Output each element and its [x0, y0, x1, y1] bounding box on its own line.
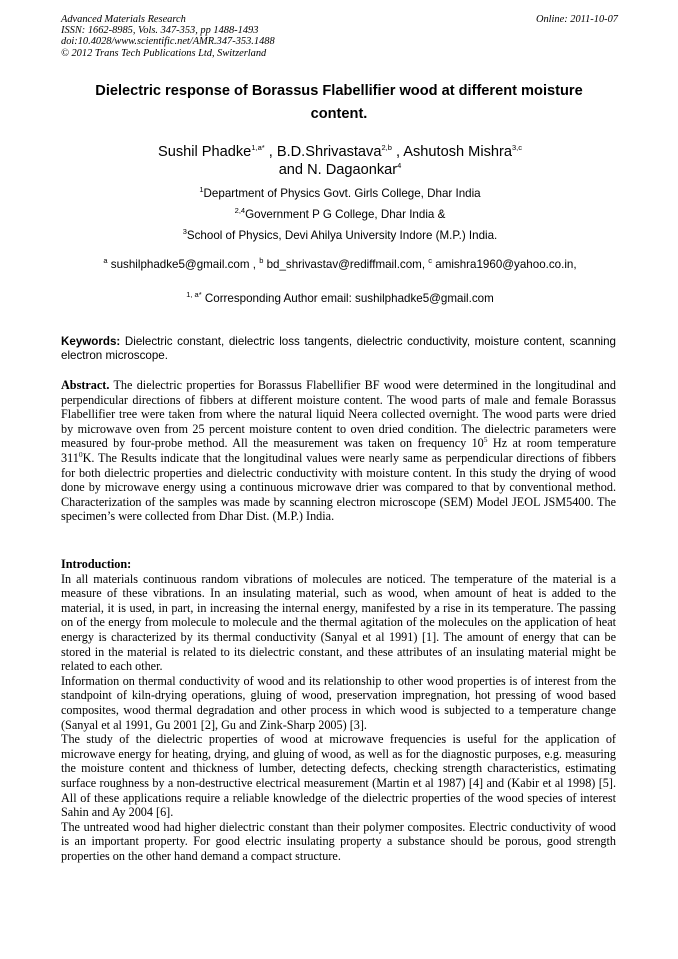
author-name: and N. Dagaonkar [278, 162, 398, 178]
author-name: Sushil Phadke [158, 144, 252, 160]
paper-title [50, 80, 628, 126]
author-name: , B.D.Shrivastava [264, 144, 382, 160]
paper-title-line2: content. [310, 106, 368, 122]
journal-issn: ISSN: 1662-8985, Vols. 347-353, pp 1488-1493 [61, 25, 259, 37]
author-superscript: 1,a* [251, 143, 265, 153]
introduction-heading: Introduction: [61, 557, 132, 571]
abstract-label: Abstract. [61, 378, 110, 392]
journal-doi: doi:10.4028/www.scientific.net/AMR.347-353.1488 [61, 36, 275, 48]
keywords-text: Dielectric constant, dielectric loss tangents, dielectric conductivity, moisture content, scanning electron microscope. [61, 335, 616, 362]
body-paragraph: The study of the dielectric properties of wood at microwave frequencies is useful for the application of microwave energy for heating, drying, and gluing of wood, as well as for the diagnostic purposes, e.g. measuring the moisture content and thickness of lumber, detecting defects, checking strength characteristics, estimating surface roughness by a non-destructive electrical measurement (Martin et al 1987) [4] and (Kabir et al 1998) [5]. All of these applications require a reliable knowledge of the dielectric properties of the wood species of interest Sahin and Ay 2004 [6]. [61, 732, 616, 820]
keywords-section [61, 335, 616, 363]
journal-header [61, 14, 618, 59]
author-emails: $^a$ sushilphadke5@gmail.com , $^b$ bd_shrivastav@rediffmail.com, $^c$ amishra1960@yahoo.co.in, [103, 256, 577, 271]
keywords-label: Keywords: [61, 335, 121, 348]
paper-title-line1: Dielectric response of Borassus Flabellifier wood at different moisture [95, 83, 583, 99]
abstract-section: Abstract. The dielectric properties for Borassus Flabellifier BF wood were determined in the longitudinal and perpendicular directions of fibbers at different moisture content. The wood parts of male and female Borassus Flabellifier tree were taken from where the natural liquid Neera collected overnight. The wood parts were dried by microwave oven from 25 percent moisture content to oven dried condition. The dielectric parameters were measured by four-probe method. All the measurement was taken on frequency $10^5$ Hz at room temperature $311^0K$. The Results indicate that the longitudinal values were nearly same as perpendicular directions of fibbers for both dielectric properties and dielectric conductivity with moisture content. In this study the drying of wood done by microwave energy using a continuous microwave drier was compared to that by conventional method. Characterization of the samples was made by scanning electron microscope (SEM) Model JEOL JSM5400. The specimen’s were collected from Dhar Dist. (M.P.) India. [61, 378, 616, 524]
author-superscript: 4 [397, 161, 402, 171]
email-link[interactable]: amishra1960@yahoo.co.in, [432, 258, 577, 271]
author-name: , Ashutosh Mishra [391, 144, 512, 160]
online-date: Online: 2011-10-07 [535, 14, 618, 25]
author-list [40, 143, 640, 179]
author-superscript: 3,c [511, 143, 522, 153]
body-paragraph: The untreated wood had higher dielectric constant than their polymer composites. Electric conductivity of wood is an important property. For good electric insulating property a substance should be porous, good strength properties on the other hand demand a compact structure. [61, 819, 616, 863]
body-paragraph: In all materials continuous random vibrations of molecules are noticed. The temperature of the material is a measure of these vibrations. In an insulating material, such as wood, when amount of heat is added to the material, it is used, in part, in increasing the internal energy, manifested by a rise in its temperature. The passing on of the energy from molecule to molecule and the thermal agitation of the molecules on the application of heat energy is characterized by its thermal conductivity (Sanyal et al 1991) [1]. The amount of energy that can be stored in the material is related to its dielectric constant, and these attributes of an insulating material might be related to each other. [61, 571, 616, 674]
introduction-section [61, 557, 616, 863]
affiliation-1: $^1$Department of Physics Govt. Girls College, Dhar India [199, 185, 481, 200]
author-superscript: 2,b [381, 143, 392, 153]
email-link[interactable]: bd_shrivastav@rediffmail.com, [263, 258, 429, 271]
journal-name: Advanced Materials Research [61, 14, 186, 25]
corresponding-email[interactable]: Corresponding Author email: sushilphadke5@gmail.com [201, 292, 494, 305]
affiliation-3: $^3$School of Physics, Devi Ahilya University Indore (M.P.) India. [182, 227, 498, 242]
email-link[interactable]: sushilphadke5@gmail.com , [107, 258, 260, 271]
abstract-text: The dielectric properties for Borassus Flabellifier BF wood were determined in the longitudinal and perpendicular directions of fibbers at different moisture content. The wood parts of male and female Borassus Flabellifier tree were taken from where the natural liquid Neera collected overnight. The wood parts were dried by microwave oven from 25 percent moisture content to oven dried condition. The dielectric parameters were measured by four-probe method. All the measurement was taken on frequency 10 [61, 378, 616, 451]
affiliation-2: $^{2,4}$Government P G College, Dhar India & [234, 206, 446, 221]
body-paragraph: Information on thermal conductivity of wood and its relationship to other wood properties is of interest from the standpoint of kiln-drying operations, gluing of wood, preservation impregnation, hot pressing of wood based composites, wood thermal degradation and other process in which wood is subjected to a temperature change (Sanyal et al 1991, Gu 2001 [2], Gu and Zink-Sharp 2005) [3]. [61, 673, 616, 732]
corresponding-author: $^{1, a*}$ Corresponding Author email: sushilphadke5@gmail.com [186, 290, 494, 305]
journal-copyright: © 2012 Trans Tech Publications Ltd, Switzerland [61, 47, 267, 59]
